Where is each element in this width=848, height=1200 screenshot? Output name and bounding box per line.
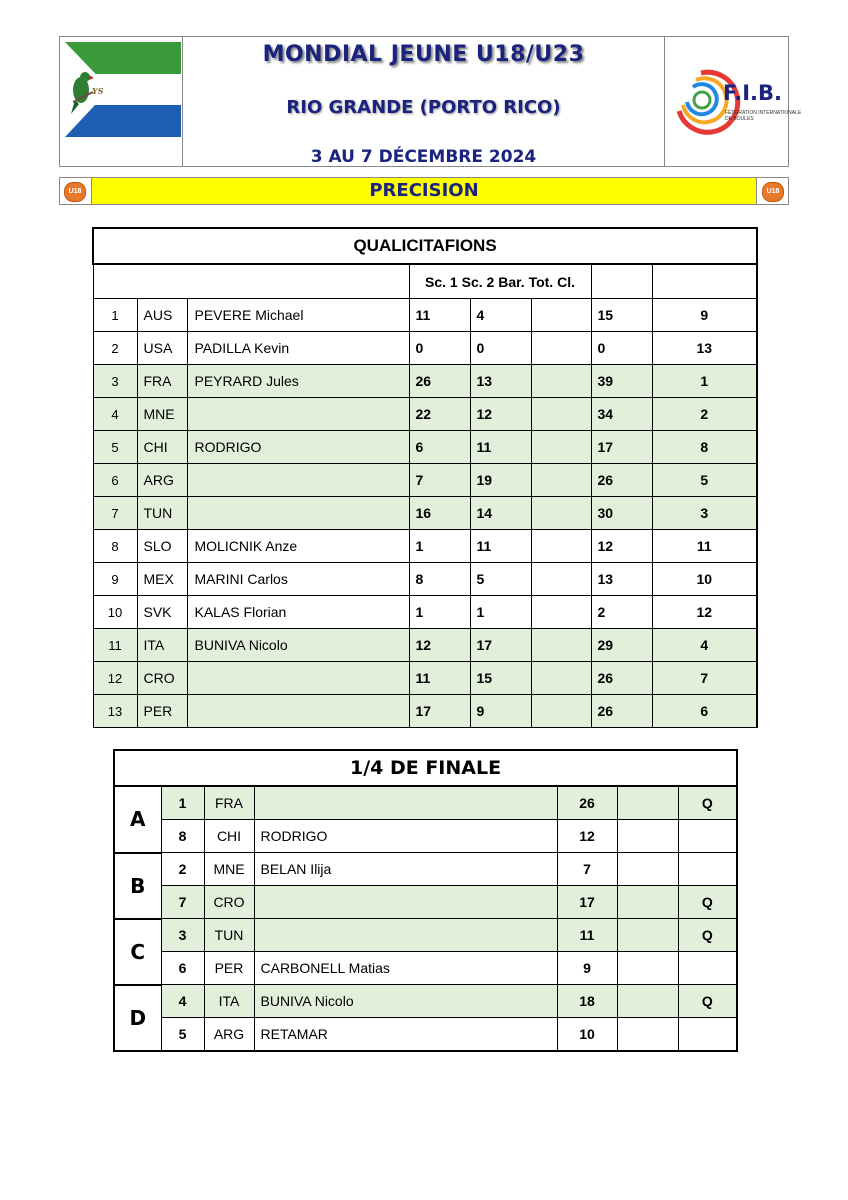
classement: 11 (652, 530, 757, 563)
barrage (531, 596, 591, 629)
country-code: SVK (137, 596, 187, 629)
fib-logo-cell (664, 37, 802, 166)
barrage (531, 299, 591, 332)
player-name: RETAMAR (254, 1018, 557, 1052)
match-score: 12 (557, 820, 617, 853)
total: 2 (591, 596, 652, 629)
barrage (531, 464, 591, 497)
row-number: 10 (93, 596, 137, 629)
column-header-tot: Tot. (528, 273, 554, 290)
player-name (254, 886, 557, 919)
player-name: CARBONELL Matias (254, 952, 557, 985)
blank-cell (617, 853, 678, 886)
match-score: 17 (557, 886, 617, 919)
classement: 8 (652, 431, 757, 464)
blank-cell (617, 919, 678, 952)
barrage (531, 431, 591, 464)
total: 26 (591, 464, 652, 497)
score-2: 12 (470, 398, 531, 431)
country-code: ITA (204, 985, 254, 1018)
qualification-row (93, 299, 757, 332)
row-number: 13 (93, 695, 137, 728)
country-code: PER (204, 952, 254, 985)
qualified-mark: Q (678, 786, 737, 820)
player-name: KALAS Florian (187, 596, 409, 629)
qualification-row (93, 464, 757, 497)
qualifications-header-row (93, 264, 757, 299)
score-2: 15 (470, 662, 531, 695)
classement: 4 (652, 629, 757, 662)
match-score: 26 (557, 786, 617, 820)
blank-cell (617, 786, 678, 820)
player-name: PEVERE Michael (187, 299, 409, 332)
country-code: ITA (137, 629, 187, 662)
player-name (187, 464, 409, 497)
total: 0 (591, 332, 652, 365)
qualification-row (93, 431, 757, 464)
barrage (531, 365, 591, 398)
country-code: CHI (204, 820, 254, 853)
total: 17 (591, 431, 652, 464)
country-code: SLO (137, 530, 187, 563)
row-number: 6 (93, 464, 137, 497)
classement: 2 (652, 398, 757, 431)
player-name: RODRIGO (254, 820, 557, 853)
barrage (531, 497, 591, 530)
classement: 9 (652, 299, 757, 332)
player-name: BELAN Ilija (254, 853, 557, 886)
blank-cell (617, 820, 678, 853)
score-1: 0 (409, 332, 470, 365)
u18-badge-icon: U18 (64, 182, 86, 202)
player-name (187, 398, 409, 431)
seed-number: 7 (161, 886, 204, 919)
seed-number: 6 (161, 952, 204, 985)
flag-initials: YS (92, 86, 104, 96)
country-code: MEX (137, 563, 187, 596)
country-code: AUS (137, 299, 187, 332)
qualified-mark: Q (678, 919, 737, 952)
header-blank (652, 264, 757, 299)
qualified-mark (678, 820, 737, 853)
country-code: ARG (137, 464, 187, 497)
event-location: RIO GRANDE (PORTO RICO) (286, 97, 561, 118)
quarter-final-row (114, 919, 737, 952)
player-name: MOLICNIK Anze (187, 530, 409, 563)
equatorial-guinea-flag-icon (65, 42, 181, 137)
qualification-row (93, 596, 757, 629)
qualification-row (93, 497, 757, 530)
quarter-final-row (114, 853, 737, 886)
qualifications-title: QUALICITAFIONS (93, 228, 757, 264)
total: 13 (591, 563, 652, 596)
qualification-row (93, 563, 757, 596)
total: 29 (591, 629, 652, 662)
qualification-row (93, 332, 757, 365)
match-score: 11 (557, 919, 617, 952)
score-1: 1 (409, 596, 470, 629)
row-number: 7 (93, 497, 137, 530)
seed-number: 5 (161, 1018, 204, 1052)
quarter-final-row (114, 786, 737, 820)
total: 12 (591, 530, 652, 563)
qualified-mark: Q (678, 886, 737, 919)
row-number: 3 (93, 365, 137, 398)
score-1: 16 (409, 497, 470, 530)
blank-cell (617, 952, 678, 985)
qualification-row (93, 398, 757, 431)
group-label: C (114, 919, 161, 985)
player-name: BUNIVA Nicolo (187, 629, 409, 662)
score-2: 14 (470, 497, 531, 530)
barrage (531, 332, 591, 365)
score-1: 7 (409, 464, 470, 497)
classement: 5 (652, 464, 757, 497)
player-name (187, 695, 409, 728)
classement: 13 (652, 332, 757, 365)
score-2: 13 (470, 365, 531, 398)
barrage (531, 662, 591, 695)
row-number: 5 (93, 431, 137, 464)
country-code: CRO (204, 886, 254, 919)
classement: 1 (652, 365, 757, 398)
discipline-bar (59, 177, 789, 205)
total: 26 (591, 662, 652, 695)
country-code: PER (137, 695, 187, 728)
classement: 12 (652, 596, 757, 629)
column-headers (409, 264, 591, 299)
qualified-mark (678, 853, 737, 886)
score-1: 17 (409, 695, 470, 728)
classement: 3 (652, 497, 757, 530)
player-name: PEYRARD Jules (187, 365, 409, 398)
column-header-bar: Bar. (498, 273, 525, 290)
quarter-final-row (114, 952, 737, 985)
qualified-mark (678, 1018, 737, 1052)
row-number: 2 (93, 332, 137, 365)
score-1: 8 (409, 563, 470, 596)
seed-number: 3 (161, 919, 204, 952)
qualification-row (93, 695, 757, 728)
u18-badge-icon: U18 (762, 182, 784, 202)
match-score: 7 (557, 853, 617, 886)
header-blank (93, 264, 409, 299)
country-code: ARG (204, 1018, 254, 1052)
player-name (187, 662, 409, 695)
score-2: 5 (470, 563, 531, 596)
country-code: FRA (204, 786, 254, 820)
qualified-mark (678, 952, 737, 985)
row-number: 1 (93, 299, 137, 332)
blank-cell (617, 1018, 678, 1052)
country-code: CHI (137, 431, 187, 464)
column-header-sc1: Sc. 1 (425, 273, 458, 290)
blank-cell (617, 886, 678, 919)
column-header-cl: Cl. (557, 273, 575, 290)
quarter-final-row (114, 820, 737, 853)
qualifications-table (92, 227, 758, 728)
seed-number: 4 (161, 985, 204, 1018)
score-2: 11 (470, 431, 531, 464)
score-2: 17 (470, 629, 531, 662)
group-label: A (114, 786, 161, 853)
qualification-row (93, 662, 757, 695)
row-number: 9 (93, 563, 137, 596)
score-2: 0 (470, 332, 531, 365)
score-2: 9 (470, 695, 531, 728)
group-label: B (114, 853, 161, 919)
match-score: 18 (557, 985, 617, 1018)
player-name: MARINI Carlos (187, 563, 409, 596)
qualified-mark: Q (678, 985, 737, 1018)
qualification-row (93, 365, 757, 398)
quarter-final-row (114, 886, 737, 919)
score-1: 22 (409, 398, 470, 431)
country-code: MNE (137, 398, 187, 431)
seed-number: 1 (161, 786, 204, 820)
total: 39 (591, 365, 652, 398)
blank-cell (617, 985, 678, 1018)
player-name (254, 786, 557, 820)
score-2: 11 (470, 530, 531, 563)
score-1: 12 (409, 629, 470, 662)
classement: 7 (652, 662, 757, 695)
barrage (531, 530, 591, 563)
classement: 6 (652, 695, 757, 728)
event-title: MONDIAL JEUNE U18/U23 (262, 42, 585, 67)
barrage (531, 629, 591, 662)
quarter-finals-table (113, 749, 738, 1052)
classement: 10 (652, 563, 757, 596)
discipline-label: PRECISION (91, 178, 757, 204)
qualification-row (93, 629, 757, 662)
country-code: USA (137, 332, 187, 365)
country-code: FRA (137, 365, 187, 398)
score-1: 11 (409, 299, 470, 332)
country-code: TUN (137, 497, 187, 530)
player-name: PADILLA Kevin (187, 332, 409, 365)
country-code: MNE (204, 853, 254, 886)
row-number: 11 (93, 629, 137, 662)
column-header-sc2: Sc. 2 (461, 273, 495, 290)
player-name: RODRIGO (187, 431, 409, 464)
country-code: TUN (204, 919, 254, 952)
quarter-final-row (114, 985, 737, 1018)
quarter-final-row (114, 1018, 737, 1052)
barrage (531, 695, 591, 728)
row-number: 12 (93, 662, 137, 695)
total: 34 (591, 398, 652, 431)
event-dates: 3 AU 7 DÉCEMBRE 2024 (310, 147, 537, 167)
player-name (187, 497, 409, 530)
match-score: 9 (557, 952, 617, 985)
qualification-row (93, 530, 757, 563)
group-label: D (114, 985, 161, 1052)
score-1: 1 (409, 530, 470, 563)
seed-number: 8 (161, 820, 204, 853)
header-blank (591, 264, 652, 299)
total: 30 (591, 497, 652, 530)
score-2: 1 (470, 596, 531, 629)
score-1: 6 (409, 431, 470, 464)
total: 15 (591, 299, 652, 332)
country-code: CRO (137, 662, 187, 695)
seed-number: 2 (161, 853, 204, 886)
row-number: 4 (93, 398, 137, 431)
match-score: 10 (557, 1018, 617, 1052)
score-1: 11 (409, 662, 470, 695)
quarter-finals-title: 1/4 DE FINALE (114, 750, 737, 786)
fib-logo-subtitle: FÉDÉRATION INTERNATIONALE DE BOULES (725, 110, 802, 122)
player-name (254, 919, 557, 952)
flag-cell (60, 37, 183, 166)
fib-logo-text: F.I.B. (723, 81, 783, 105)
score-1: 26 (409, 365, 470, 398)
barrage (531, 398, 591, 431)
total: 26 (591, 695, 652, 728)
barrage (531, 563, 591, 596)
score-2: 19 (470, 464, 531, 497)
player-name: BUNIVA Nicolo (254, 985, 557, 1018)
score-2: 4 (470, 299, 531, 332)
event-header (59, 36, 802, 167)
row-number: 8 (93, 530, 137, 563)
